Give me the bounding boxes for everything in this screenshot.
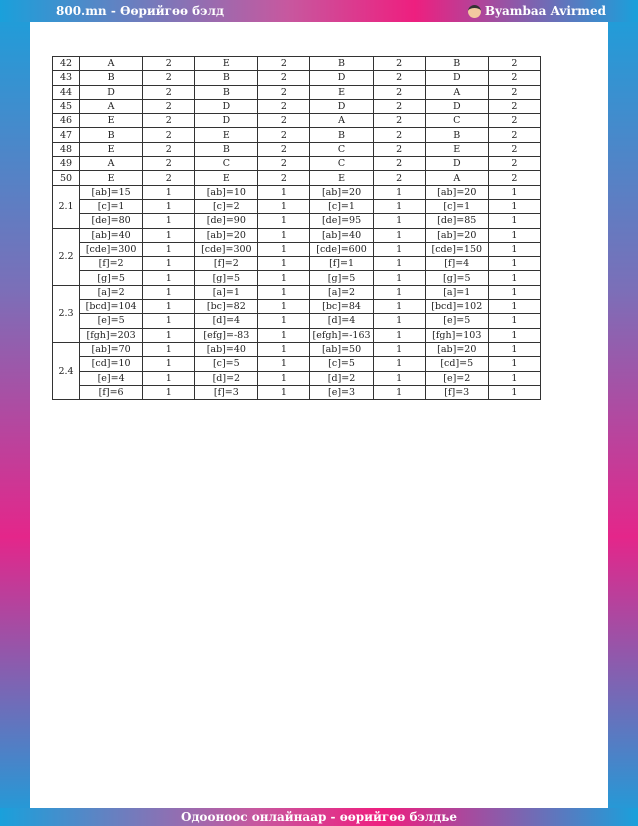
- score-cell: 1: [488, 257, 540, 271]
- answer-cell: E: [80, 171, 143, 185]
- score-cell: 2: [258, 57, 310, 71]
- answer-cell: E: [310, 171, 373, 185]
- answer-cell: E: [80, 114, 143, 128]
- score-cell: 1: [488, 228, 540, 242]
- answer-cell: [d]=2: [195, 371, 258, 385]
- answer-cell: [fgh]=203: [80, 328, 143, 342]
- score-cell: 2: [488, 142, 540, 156]
- score-cell: 2: [258, 128, 310, 142]
- answer-cell: D: [425, 99, 488, 113]
- table-row: [53, 114, 541, 128]
- score-cell: 1: [488, 242, 540, 256]
- score-cell: 2: [143, 99, 195, 113]
- score-cell: 1: [258, 257, 310, 271]
- score-cell: 2: [258, 157, 310, 171]
- table-row: [53, 171, 541, 185]
- answer-table-body: [53, 57, 541, 400]
- table-row: [53, 157, 541, 171]
- answer-cell: [g]=5: [425, 271, 488, 285]
- answer-cell: [ab]=20: [195, 228, 258, 242]
- score-cell: 2: [488, 114, 540, 128]
- answer-cell: [d]=4: [310, 314, 373, 328]
- answer-cell: D: [310, 99, 373, 113]
- question-number-cell: 45: [53, 99, 80, 113]
- answer-cell: [g]=5: [310, 271, 373, 285]
- score-cell: 1: [258, 214, 310, 228]
- score-cell: 1: [488, 285, 540, 299]
- table-row: [53, 242, 541, 256]
- score-cell: 2: [373, 57, 425, 71]
- score-cell: 2: [143, 157, 195, 171]
- answer-cell: [g]=5: [80, 271, 143, 285]
- score-cell: 2: [488, 171, 540, 185]
- answer-cell: [de]=85: [425, 214, 488, 228]
- table-row: [53, 99, 541, 113]
- table-row: [53, 271, 541, 285]
- question-number-cell: 47: [53, 128, 80, 142]
- score-cell: 2: [488, 99, 540, 113]
- answer-cell: [ab]=40: [80, 228, 143, 242]
- table-row: [53, 328, 541, 342]
- table-row: [53, 357, 541, 371]
- answer-cell: B: [310, 128, 373, 142]
- score-cell: 1: [143, 228, 195, 242]
- answer-cell: [bcd]=102: [425, 300, 488, 314]
- score-cell: 1: [373, 228, 425, 242]
- question-number-cell: 50: [53, 171, 80, 185]
- answer-cell: [e]=5: [80, 314, 143, 328]
- answer-cell: C: [310, 142, 373, 156]
- question-number-cell: 48: [53, 142, 80, 156]
- answer-cell: [f]=2: [80, 257, 143, 271]
- answer-cell: B: [80, 71, 143, 85]
- score-cell: 1: [373, 185, 425, 199]
- answer-cell: [cd]=5: [425, 357, 488, 371]
- table-row: [53, 185, 541, 199]
- score-cell: 2: [143, 114, 195, 128]
- answer-cell: [ab]=15: [80, 185, 143, 199]
- answer-cell: [bc]=82: [195, 300, 258, 314]
- answer-cell: B: [195, 71, 258, 85]
- author-name: Byambaa Avirmed: [484, 4, 606, 18]
- table-row: [53, 300, 541, 314]
- score-cell: 1: [258, 185, 310, 199]
- answer-cell: [f]=4: [425, 257, 488, 271]
- score-cell: 1: [488, 199, 540, 213]
- answer-cell: D: [80, 85, 143, 99]
- answer-cell: [de]=95: [310, 214, 373, 228]
- answer-cell: B: [195, 142, 258, 156]
- score-cell: 1: [373, 371, 425, 385]
- author-block[interactable]: [468, 0, 606, 22]
- answer-cell: [f]=2: [195, 257, 258, 271]
- answer-cell: [ab]=10: [195, 185, 258, 199]
- score-cell: 2: [258, 85, 310, 99]
- question-number-cell: 43: [53, 71, 80, 85]
- score-cell: 1: [373, 385, 425, 399]
- score-cell: 1: [488, 328, 540, 342]
- score-cell: 1: [143, 257, 195, 271]
- table-row: [53, 214, 541, 228]
- table-row: [53, 342, 541, 356]
- score-cell: 1: [373, 328, 425, 342]
- table-row: [53, 85, 541, 99]
- score-cell: 2: [488, 71, 540, 85]
- answer-cell: B: [195, 85, 258, 99]
- table-row: [53, 199, 541, 213]
- answer-cell: [e]=2: [425, 371, 488, 385]
- score-cell: 1: [143, 328, 195, 342]
- answer-cell: B: [425, 57, 488, 71]
- score-cell: 1: [143, 342, 195, 356]
- score-cell: 1: [258, 199, 310, 213]
- score-cell: 1: [488, 314, 540, 328]
- answer-cell: [c]=2: [195, 199, 258, 213]
- score-cell: 1: [373, 357, 425, 371]
- score-cell: 1: [143, 285, 195, 299]
- answer-cell: [c]=1: [80, 199, 143, 213]
- score-cell: 2: [258, 114, 310, 128]
- answer-cell: [de]=90: [195, 214, 258, 228]
- score-cell: 2: [373, 142, 425, 156]
- answer-cell: [e]=3: [310, 385, 373, 399]
- score-cell: 1: [373, 300, 425, 314]
- answer-cell: [d]=4: [195, 314, 258, 328]
- answer-cell: [ab]=40: [195, 342, 258, 356]
- answer-cell: [g]=5: [195, 271, 258, 285]
- score-cell: 1: [373, 214, 425, 228]
- answer-cell: [bc]=84: [310, 300, 373, 314]
- score-cell: 1: [258, 228, 310, 242]
- score-cell: 2: [373, 99, 425, 113]
- score-cell: 2: [373, 114, 425, 128]
- answer-cell: [ab]=20: [425, 185, 488, 199]
- avatar-icon: [468, 5, 481, 18]
- score-cell: 1: [373, 257, 425, 271]
- score-cell: 1: [488, 185, 540, 199]
- answer-cell: [d]=2: [310, 371, 373, 385]
- question-number-cell: 42: [53, 57, 80, 71]
- score-cell: 2: [488, 128, 540, 142]
- site-title[interactable]: 800.mn - Өөрийгөө бэлд: [56, 4, 224, 18]
- answer-cell: A: [310, 114, 373, 128]
- score-cell: 1: [488, 371, 540, 385]
- answer-cell: A: [80, 57, 143, 71]
- question-number-cell: 2.3: [53, 285, 80, 342]
- score-cell: 1: [488, 300, 540, 314]
- answer-cell: [efg]=-83: [195, 328, 258, 342]
- score-cell: 1: [258, 314, 310, 328]
- table-row: [53, 71, 541, 85]
- answer-cell: [e]=4: [80, 371, 143, 385]
- table-row: [53, 128, 541, 142]
- answer-cell: [ab]=20: [425, 342, 488, 356]
- score-cell: 1: [488, 214, 540, 228]
- answer-cell: [ab]=20: [425, 228, 488, 242]
- question-number-cell: 2.2: [53, 228, 80, 285]
- answer-cell: C: [310, 157, 373, 171]
- score-cell: 2: [258, 142, 310, 156]
- answer-cell: [f]=1: [310, 257, 373, 271]
- answer-cell: [e]=5: [425, 314, 488, 328]
- answer-cell: [cde]=300: [195, 242, 258, 256]
- score-cell: 2: [373, 128, 425, 142]
- answer-cell: [a]=1: [195, 285, 258, 299]
- score-cell: 1: [143, 214, 195, 228]
- question-number-cell: 46: [53, 114, 80, 128]
- score-cell: 1: [258, 285, 310, 299]
- answer-cell: E: [195, 128, 258, 142]
- answer-cell: [ab]=40: [310, 228, 373, 242]
- score-cell: 1: [373, 342, 425, 356]
- answer-cell: [cde]=600: [310, 242, 373, 256]
- answer-cell: [f]=3: [425, 385, 488, 399]
- score-cell: 2: [488, 85, 540, 99]
- score-cell: 1: [143, 185, 195, 199]
- answer-key-table: [52, 56, 541, 400]
- question-number-cell: 44: [53, 85, 80, 99]
- score-cell: 2: [258, 99, 310, 113]
- answer-cell: [cde]=150: [425, 242, 488, 256]
- score-cell: 2: [143, 128, 195, 142]
- score-cell: 1: [258, 357, 310, 371]
- answer-cell: D: [425, 71, 488, 85]
- answer-cell: [cd]=10: [80, 357, 143, 371]
- score-cell: 1: [488, 385, 540, 399]
- score-cell: 1: [143, 300, 195, 314]
- table-row: [53, 257, 541, 271]
- score-cell: 2: [373, 85, 425, 99]
- answer-cell: A: [425, 171, 488, 185]
- score-cell: 1: [258, 371, 310, 385]
- score-cell: 1: [143, 199, 195, 213]
- answer-cell: E: [80, 142, 143, 156]
- answer-cell: [f]=3: [195, 385, 258, 399]
- answer-cell: D: [195, 99, 258, 113]
- score-cell: 1: [143, 271, 195, 285]
- table-row: [53, 57, 541, 71]
- score-cell: 1: [258, 300, 310, 314]
- answer-cell: B: [80, 128, 143, 142]
- answer-cell: [c]=1: [425, 199, 488, 213]
- score-cell: 1: [373, 199, 425, 213]
- score-cell: 1: [488, 342, 540, 356]
- score-cell: 2: [143, 171, 195, 185]
- answer-cell: A: [80, 157, 143, 171]
- answer-cell: D: [425, 157, 488, 171]
- score-cell: 1: [143, 242, 195, 256]
- table-row: [53, 371, 541, 385]
- score-cell: 1: [373, 271, 425, 285]
- score-cell: 2: [373, 171, 425, 185]
- score-cell: 1: [258, 271, 310, 285]
- footer-bar: [0, 808, 638, 826]
- table-row: [53, 142, 541, 156]
- question-number-cell: 49: [53, 157, 80, 171]
- score-cell: 1: [143, 371, 195, 385]
- score-cell: 2: [258, 171, 310, 185]
- score-cell: 1: [258, 328, 310, 342]
- question-number-cell: 2.1: [53, 185, 80, 228]
- answer-cell: [a]=1: [425, 285, 488, 299]
- score-cell: 2: [143, 142, 195, 156]
- answer-cell: [ab]=20: [310, 185, 373, 199]
- answer-cell: [c]=1: [310, 199, 373, 213]
- answer-cell: [ab]=50: [310, 342, 373, 356]
- answer-cell: [c]=5: [195, 357, 258, 371]
- answer-cell: [a]=2: [80, 285, 143, 299]
- answer-cell: E: [195, 171, 258, 185]
- answer-cell: D: [310, 71, 373, 85]
- answer-cell: [fgh]=103: [425, 328, 488, 342]
- question-number-cell: 2.4: [53, 342, 80, 399]
- table-row: [53, 314, 541, 328]
- answer-cell: D: [195, 114, 258, 128]
- answer-cell: [de]=80: [80, 214, 143, 228]
- answer-cell: E: [310, 85, 373, 99]
- score-cell: 1: [143, 314, 195, 328]
- score-cell: 2: [143, 57, 195, 71]
- score-cell: 1: [258, 242, 310, 256]
- score-cell: 2: [143, 85, 195, 99]
- score-cell: 1: [373, 285, 425, 299]
- answer-cell: C: [425, 114, 488, 128]
- answer-cell: [c]=5: [310, 357, 373, 371]
- answer-cell: [f]=6: [80, 385, 143, 399]
- score-cell: 1: [258, 385, 310, 399]
- document-sheet: [30, 22, 608, 808]
- answer-cell: [ab]=70: [80, 342, 143, 356]
- score-cell: 2: [373, 71, 425, 85]
- score-cell: 1: [143, 357, 195, 371]
- score-cell: 1: [488, 271, 540, 285]
- table-row: [53, 285, 541, 299]
- footer-slogan[interactable]: Одооноос онлайнаар - өөрийгөө бэлдье: [180, 810, 457, 824]
- header-bar: [0, 0, 638, 22]
- answer-cell: [efgh]=-163: [310, 328, 373, 342]
- answer-cell: [bcd]=104: [80, 300, 143, 314]
- score-cell: 2: [143, 71, 195, 85]
- score-cell: 2: [258, 71, 310, 85]
- table-row: [53, 385, 541, 399]
- answer-cell: [cde]=300: [80, 242, 143, 256]
- answer-cell: A: [80, 99, 143, 113]
- score-cell: 1: [143, 385, 195, 399]
- score-cell: 1: [373, 242, 425, 256]
- score-cell: 1: [373, 314, 425, 328]
- score-cell: 1: [488, 357, 540, 371]
- score-cell: 1: [258, 342, 310, 356]
- answer-cell: A: [425, 85, 488, 99]
- answer-cell: [a]=2: [310, 285, 373, 299]
- table-row: [53, 228, 541, 242]
- answer-cell: B: [310, 57, 373, 71]
- score-cell: 2: [488, 157, 540, 171]
- answer-cell: E: [195, 57, 258, 71]
- answer-cell: B: [425, 128, 488, 142]
- score-cell: 2: [373, 157, 425, 171]
- answer-cell: E: [425, 142, 488, 156]
- answer-cell: C: [195, 157, 258, 171]
- score-cell: 2: [488, 57, 540, 71]
